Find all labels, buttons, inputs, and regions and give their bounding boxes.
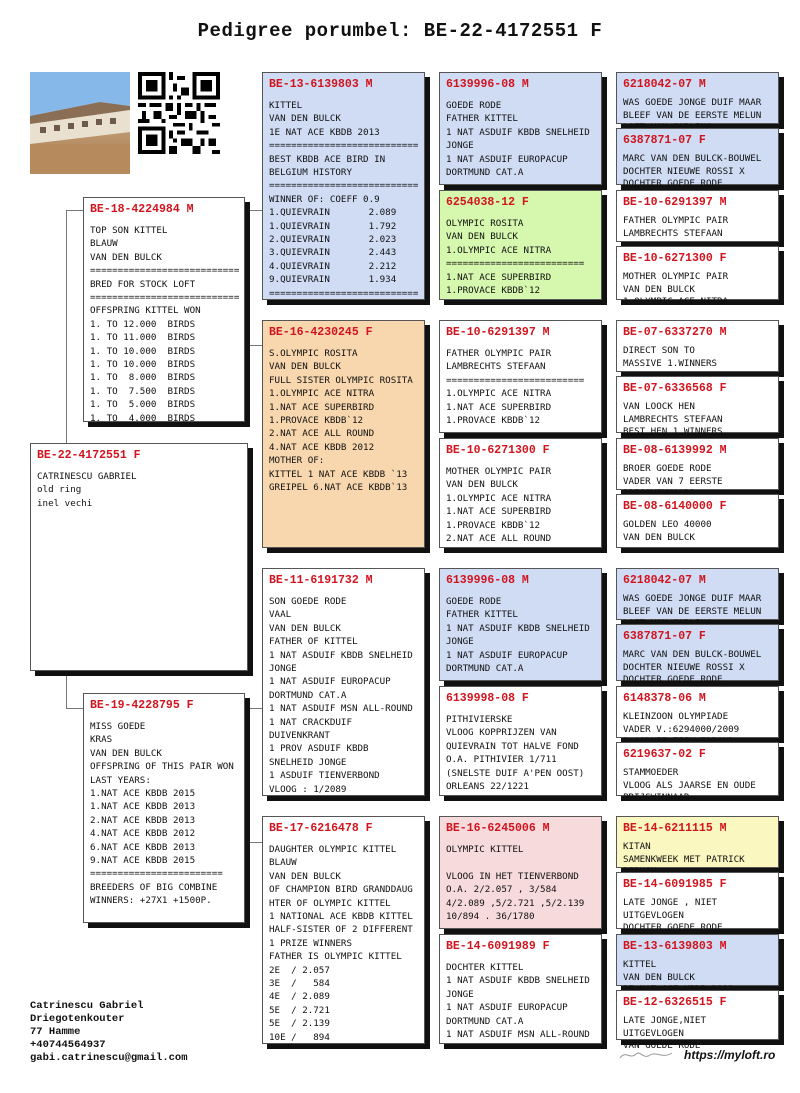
- pigeon-card-sdd[interactable]: [439, 438, 602, 548]
- pigeon-card-sss[interactable]: [439, 72, 602, 185]
- owner-address: 77 Hamme: [30, 1026, 81, 1038]
- ring-number: BE-17-6216478 F: [269, 822, 373, 835]
- pigeon-card-sire[interactable]: [83, 197, 245, 422]
- pigeon-info: KITTEL VAN DEN BULCK: [623, 959, 695, 983]
- ring-number: BE-10-6291397 M: [446, 326, 550, 339]
- pigeon-info: KLEINZOON OLYMPIADE VADER V.:6294000/2009: [623, 711, 740, 735]
- ring-number: BE-14-6091989 F: [446, 940, 550, 953]
- pigeon-info: MARC VAN DEN BULCK-BOUWEL DOCHTER NIEUWE ROSSI X DOCHTER GOEDE RODE: [623, 649, 762, 685]
- pigeon-info: GOEDE RODE FATHER KITTEL 1 NAT ASDUIF KBDB SNELHEID JONGE 1 NAT ASDUIF EUROPACUP DORTMUND CAT.A: [446, 596, 590, 675]
- pigeon-info: MOTHER OLYMPIC PAIR VAN DEN BULCK 1.OLYMPIC ACE NITRA 1.NAT ACE SUPERBIRD 1.PROVACE KBDB`12 2.NAT ACE ALL ROUND: [446, 466, 552, 545]
- pigeon-info: OLYMPIC ROSITA VAN DEN BULCK 1.OLYMPIC ACE NITRA ========================= 1.NAT ACE SUPERBIRD 1.PROVACE KBDB`12: [446, 218, 585, 297]
- ring-number: BE-13-6139803 M: [623, 940, 727, 953]
- pigeon-card-ssd[interactable]: [439, 190, 602, 300]
- connector-line: [248, 842, 262, 843]
- loft-photo: [30, 72, 130, 174]
- ring-number: BE-22-4172551 F: [37, 449, 141, 462]
- pigeon-info: OLYMPIC KITTEL VLOOG IN HET TIENVERBOND O.A. 2/2.057 , 3/584 4/2.089 ,5/2.721 ,5/2.139 10/894 . 36/1780: [446, 844, 585, 923]
- connector-line: [248, 708, 262, 709]
- pigeon-info: PITHIVIERSKE VLOOG KOPPRIJZEN VAN QUIEVRAIN TOT HALVE FOND O.A. PITHIVIER 1/711 (SNELSTE DUIF A'PEN OOST) ORLEANS 22/1221: [446, 714, 585, 793]
- pigeon-card-dsd[interactable]: [439, 686, 602, 796]
- pigeon-info: DOCHTER KITTEL 1 NAT ASDUIF KBDB SNELHEID JONGE 1 NAT ASDUIF EUROPACUP DORTMUND CAT.A 1 NAT ASDUIF MSN ALL-ROUND: [446, 962, 590, 1041]
- pigeon-card-gen4[interactable]: [616, 320, 779, 372]
- pigeon-info: STAMMOEDER VLOOG ALS JAARSE EN OUDE PRIJSWINNAAR: [623, 767, 756, 803]
- pigeon-card-sire-sire[interactable]: [262, 72, 425, 300]
- pigeon-info: VAN LOOCK HEN LAMBRECHTS STEFAAN BEST HEN 1 WINNERS: [623, 401, 723, 437]
- signature-mark: [618, 1048, 674, 1065]
- pigeon-card-gen4[interactable]: [616, 934, 779, 986]
- pigeon-card-gen4[interactable]: [616, 872, 779, 933]
- ring-number: BE-10-6291397 M: [623, 196, 727, 209]
- ring-number: 6218042-07 M: [623, 574, 706, 587]
- owner-place: Driegotenkouter: [30, 1013, 125, 1025]
- pigeon-info: S.OLYMPIC ROSITA VAN DEN BULCK FULL SISTER OLYMPIC ROSITA 1.OLYMPIC ACE NITRA 1.NAT ACE SUPERBIRD 1.PROVACE KBDB`12 2.NAT ACE ALL ROUND 4.NAT ACE KBDB 2012 MOTHER OF: KITTEL 1 NAT ACE KBDB `13 GREIPEL 6.NAT ACE KBDB`13: [269, 348, 413, 494]
- ring-number: BE-13-6139803 M: [269, 78, 373, 91]
- qr-code[interactable]: [138, 72, 220, 154]
- pigeon-card-gen4[interactable]: [616, 624, 779, 685]
- pigeon-card-gen4[interactable]: [616, 494, 779, 548]
- pigeon-card-gen4[interactable]: [616, 190, 779, 242]
- pigeon-info: LATE JONGE,NIET UITGEVLOGEN VAN GOEDE RODE: [623, 1015, 706, 1051]
- page-title: Pedigree porumbel: BE-22-4172551 F: [197, 20, 603, 42]
- pigeon-card-subject[interactable]: [30, 443, 248, 671]
- pigeon-info: MISS GOEDE KRAS VAN DEN BULCK OFFSPRING OF THIS PAIR WON LAST YEARS: 1.NAT ACE KBDB 2015 1.NAT ACE KBDB 2013 2.NAT ACE KBDB 2013 4.NAT ACE KBDB 2012 6.NAT ACE KBDB 2013 9.NAT ACE KBDB 2015 ======================== BREEDERS OF BIG COMBINE WINNERS: +27X1 +1500P.: [90, 721, 234, 907]
- pigeon-info: KITAN SAMENKWEEK MET PATRICK: [623, 841, 745, 865]
- ring-number: BE-11-6191732 M: [269, 574, 373, 587]
- ring-number: 6139996-08 M: [446, 78, 529, 91]
- ring-number: BE-12-6326515 F: [623, 996, 727, 1009]
- connector-line: [66, 210, 67, 445]
- pigeon-card-gen4[interactable]: [616, 438, 779, 490]
- owner-contact: [30, 1000, 188, 1065]
- pigeon-card-gen4[interactable]: [616, 816, 779, 868]
- footer-url[interactable]: https://myloft.ro: [684, 1048, 776, 1062]
- ring-number: BE-16-4230245 F: [269, 326, 373, 339]
- pigeon-card-gen4[interactable]: [616, 72, 779, 124]
- pigeon-info: DAUGHTER OLYMPIC KITTEL BLAUW VAN DEN BULCK OF CHAMPION BIRD GRANDDAUG HTER OF OLYMPIC KITTEL 1 NATIONAL ACE KBDB KITTEL HALF-SISTER OF 2 DIFFERENT 1 PRIZE WINNERS FATHER IS OLYMPIC KITTEL 2E / 2.057 3E / 584 4E / 2.089 5E / 2.721 5E / 2.139 10E / 894: [269, 844, 413, 1043]
- pigeon-card-sire-dam[interactable]: [262, 320, 425, 548]
- pigeon-info: MOTHER OLYMPIC PAIR VAN DEN BULCK 1.OLYMPIC ACE NITRA: [623, 271, 729, 307]
- ring-number: 6148378-06 M: [623, 692, 706, 705]
- pigeon-card-dam[interactable]: [83, 693, 245, 923]
- pigeon-card-gen4[interactable]: [616, 246, 779, 307]
- pigeon-card-dss[interactable]: [439, 568, 602, 681]
- pigeon-card-sds[interactable]: [439, 320, 602, 433]
- connector-line: [248, 345, 262, 346]
- pigeon-info: LATE JONGE , NIET UITGEVLOGEN DOCHTER GOEDE RODE: [623, 897, 723, 933]
- pigeon-card-ddd[interactable]: [439, 934, 602, 1044]
- pigeon-card-dam-dam[interactable]: [262, 816, 425, 1044]
- pigeon-info: SON GOEDE RODE VAAL VAN DEN BULCK FATHER OF KITTEL 1 NAT ASDUIF KBDB SNELHEID JONGE 1 NAT ASDUIF EUROPACUP DORTMUND CAT.A 1 NAT ASDUIF MSN ALL-ROUND 1 NAT CRACKDUIF DUIVENKRANT 1 PROV ASDUIF KBDB SNELHEID JONGE 1 ASDUIF TIENVERBOND VLOOG : 1/2089: [269, 596, 413, 795]
- pigeon-info: FATHER OLYMPIC PAIR LAMBRECHTS STEFAAN: [623, 215, 729, 239]
- pigeon-info: CATRINESCU GABRIEL old ring inel vechi: [37, 471, 137, 509]
- ring-number: BE-16-6245006 M: [446, 822, 550, 835]
- owner-phone: +40744564937: [30, 1039, 106, 1051]
- pigeon-info: BROER GOEDE RODE VADER VAN 7 EERSTE: [623, 463, 723, 487]
- pigeon-card-dam-sire[interactable]: [262, 568, 425, 796]
- ring-number: BE-19-4228795 F: [90, 699, 194, 712]
- pigeon-info: WAS GOEDE JONGE DUIF MAAR BLEEF VAN DE EERSTE MELUN: [623, 593, 762, 617]
- ring-number: 6139998-08 F: [446, 692, 529, 705]
- ring-number: 6387871-07 F: [623, 134, 706, 147]
- ring-number: 6218042-07 M: [623, 78, 706, 91]
- ring-number: BE-14-6211115 M: [623, 822, 727, 835]
- pigeon-info: DIRECT SON TO MASSIVE 1.WINNERS: [623, 345, 718, 369]
- ring-number: BE-07-6337270 M: [623, 326, 727, 339]
- ring-number: BE-10-6271300 F: [446, 444, 550, 457]
- pigeon-card-dds[interactable]: [439, 816, 602, 929]
- pigeon-info: KITTEL VAN DEN BULCK 1E NAT ACE KBDB 2013 =========================== BEST KBDB ACE BIRD IN BELGIUM HISTORY =========================== WINNER OF: COEFF 0.9 1.QUIEVRAIN 2.089 1.QUIEVRAIN 1.792 2.QUIEVRAIN 2.023 3.QUIEVRAIN 2.443 4.QUIEVRAIN 2.212 9.QUIEVRAIN 1.934 ===========================: [269, 100, 419, 299]
- ring-number: BE-08-6139992 M: [623, 444, 727, 457]
- pigeon-card-gen4[interactable]: [616, 376, 779, 437]
- pigeon-card-gen4[interactable]: [616, 990, 779, 1051]
- connector-line: [66, 210, 83, 211]
- pigeon-info: FATHER OLYMPIC PAIR LAMBRECHTS STEFAAN ========================= 1.OLYMPIC ACE NITRA 1.NAT ACE SUPERBIRD 1.PROVACE KBDB`12: [446, 348, 585, 427]
- ring-number: BE-07-6336568 F: [623, 382, 727, 395]
- ring-number: BE-18-4224984 M: [90, 203, 194, 216]
- ring-number: 6254038-12 F: [446, 196, 529, 209]
- pigeon-info: TOP SON KITTEL BLAUW VAN DEN BULCK =========================== BRED FOR STOCK LOFT =========================== OFFSPRING KITTEL WON 1. TO 12.000 BIRDS 1. TO 11.000 BIRDS 1. TO 10.000 BIRDS 1. TO 10.000 BIRDS 1. TO 8.000 BIRDS 1. TO 7.500 BIRDS 1. TO 5.000 BIRDS 1. TO 4.000 BIRDS: [90, 225, 240, 424]
- ring-number: BE-14-6091985 F: [623, 878, 727, 891]
- owner-email[interactable]: gabi.catrinescu@gmail.com: [30, 1052, 188, 1064]
- ring-number: 6139996-08 M: [446, 574, 529, 587]
- pigeon-card-gen4[interactable]: [616, 686, 779, 738]
- pigeon-info: GOLDEN LEO 40000 VAN DEN BULCK: [623, 519, 712, 543]
- ring-number: 6219637-02 F: [623, 748, 706, 761]
- ring-number: BE-08-6140000 F: [623, 500, 727, 513]
- owner-name: Catrinescu Gabriel: [30, 1000, 144, 1012]
- pigeon-info: MARC VAN DEN BULCK-BOUWEL DOCHTER NIEUWE ROSSI X DOCHTER GOEDE RODE: [623, 153, 762, 189]
- connector-line: [66, 708, 83, 709]
- connector-line: [66, 670, 67, 708]
- pigeon-info: GOEDE RODE FATHER KITTEL 1 NAT ASDUIF KBDB SNELHEID JONGE 1 NAT ASDUIF EUROPACUP DORTMUND CAT.A: [446, 100, 590, 179]
- pigeon-card-gen4[interactable]: [616, 128, 779, 189]
- pigeon-card-gen4[interactable]: [616, 742, 779, 803]
- connector-line: [248, 210, 262, 211]
- pigeon-card-gen4[interactable]: [616, 568, 779, 620]
- ring-number: BE-10-6271300 F: [623, 252, 727, 265]
- ring-number: 6387871-07 F: [623, 630, 706, 643]
- pigeon-info: WAS GOEDE JONGE DUIF MAAR BLEEF VAN DE EERSTE MELUN: [623, 97, 762, 121]
